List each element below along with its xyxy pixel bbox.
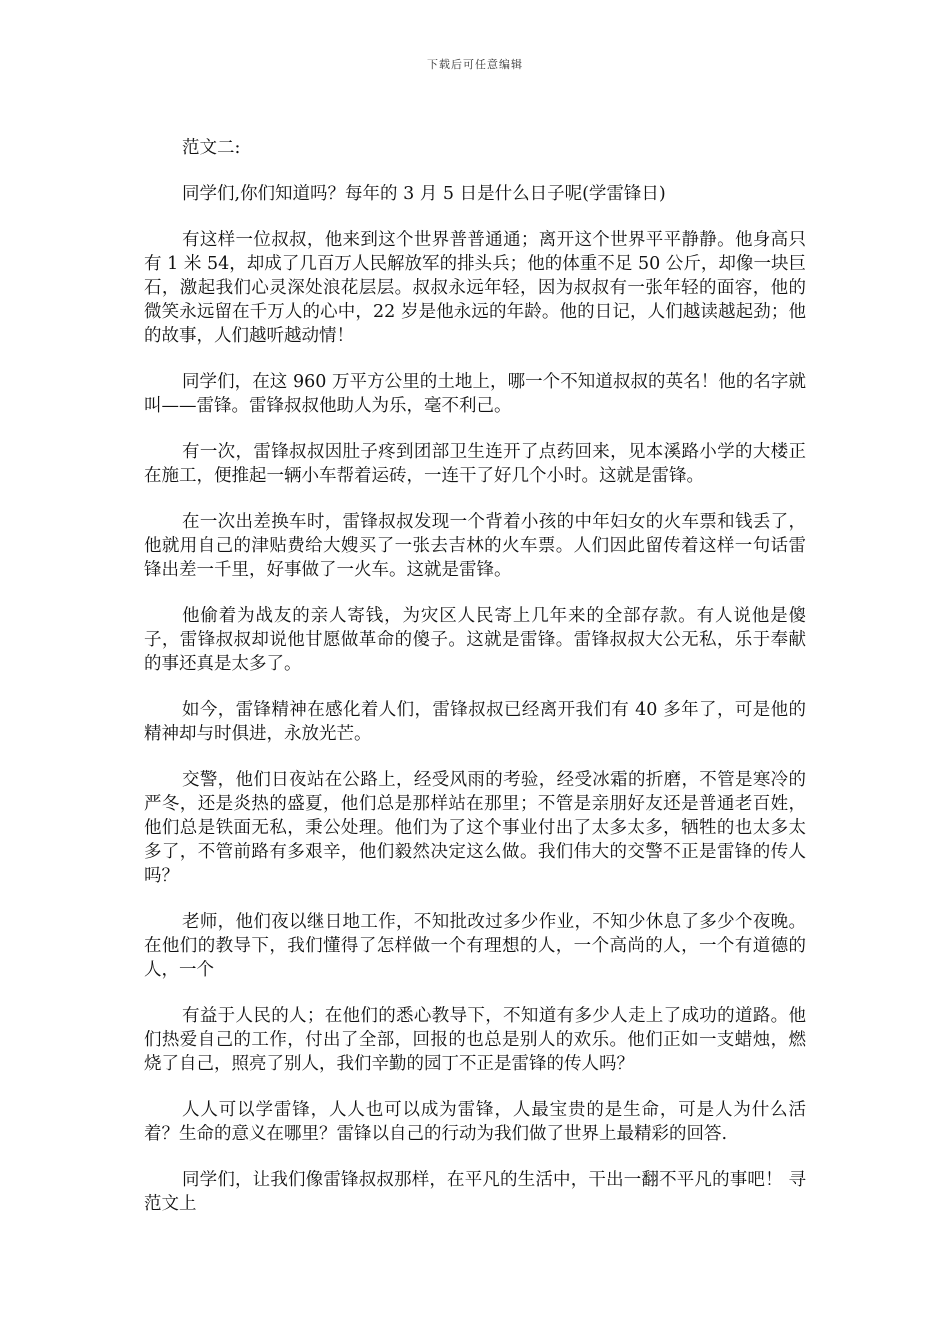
paragraph: 同学们,你们知道吗？每年的 3 月 5 日是什么日子呢(学雷锋日)	[182, 184, 666, 204]
paragraph: 他偷着为战友的亲人寄钱，为灾区人民寄上几年来的全部存款。有人说他是傻子，雷锋叔叔却说他甘愿做革命的傻子。这就是雷锋。雷锋叔叔大公无私，乐于奉献的事还真是太多了。	[144, 606, 806, 674]
paragraph: 在一次出差换车时，雷锋叔叔发现一个背着小孩的中年妇女的火车票和钱丢了，他就用自己的津贴费给大嫂买了一张去吉林的火车票。人们因此留传着这样一句话雷锋出差一千里，好事做了一火车。这就是雷锋。	[144, 512, 806, 580]
paragraph: 同学们，在这 960 万平方公里的土地上，哪一个不知道叔叔的英名！他的名字就叫——雷锋。雷锋叔叔他助人为乐，毫不利己。	[144, 372, 806, 416]
paragraph: 有益于人民的人；在他们的悉心教导下，不知道有多少人走上了成功的道路。他们热爱自己的工作，付出了全部，回报的也总是别人的欢乐。他们正如一支蜡烛，燃烧了自己，照亮了别人，我们辛勤的园丁不正是雷锋的传人吗？	[144, 1006, 806, 1074]
paragraph: 老师，他们夜以继日地工作，不知批改过多少作业，不知少休息了多少个夜晚。在他们的教导下，我们懂得了怎样做一个有理想的人，一个高尚的人，一个有道德的人，一个	[144, 912, 806, 980]
paragraph: 如今，雷锋精神在感化着人们，雷锋叔叔已经离开我们有 40 多年了，可是他的精神却与时俱进，永放光芒。	[144, 700, 806, 744]
section-heading: 范文二:	[182, 138, 241, 158]
paragraph: 交警，他们日夜站在公路上，经受风雨的考验，经受冰霜的折磨，不管是寒冷的严冬，还是炎热的盛夏，他们总是那样站在那里；不管是亲朋好友还是普通老百姓，他们总是铁面无私，秉公处理。他们为了这个事业付出了太多太多，牺牲的也太多太多了，不管前路有多艰辛，他们毅然决定这么做。我们伟大的交警不正是雷锋的传人吗？	[144, 770, 806, 886]
page-header-note: 下载后可任意编辑	[427, 58, 523, 71]
document-body	[144, 136, 806, 1238]
paragraph: 有这样一位叔叔，他来到这个世界普普通通；离开这个世界平平静静。他身高只有 1 米 54，却成了几百万人民解放军的排头兵；他的体重不足 50 公斤，却像一块巨石，激起我们心灵深处浪花层层。叔叔永远年轻，因为叔叔有一张年轻的面容，他的微笑永远留在千万人的心中，22 岁是他永远的年龄。他的日记，人们越读越起劲；他的故事，人们越听越动情！	[144, 230, 806, 346]
paragraph: 同学们，让我们像雷锋叔叔那样，在平凡的生活中，干出一翻不平凡的事吧！ 寻范文上	[144, 1170, 806, 1214]
paragraph: 人人可以学雷锋，人人也可以成为雷锋，人最宝贵的是生命，可是人为什么活着？生命的意义在哪里？雷锋以自己的行动为我们做了世界上最精彩的回答.	[144, 1100, 806, 1144]
paragraph: 有一次，雷锋叔叔因肚子疼到团部卫生连开了点药回来，见本溪路小学的大楼正在施工，便推起一辆小车帮着运砖，一连干了好几个小时。这就是雷锋。	[144, 442, 806, 486]
